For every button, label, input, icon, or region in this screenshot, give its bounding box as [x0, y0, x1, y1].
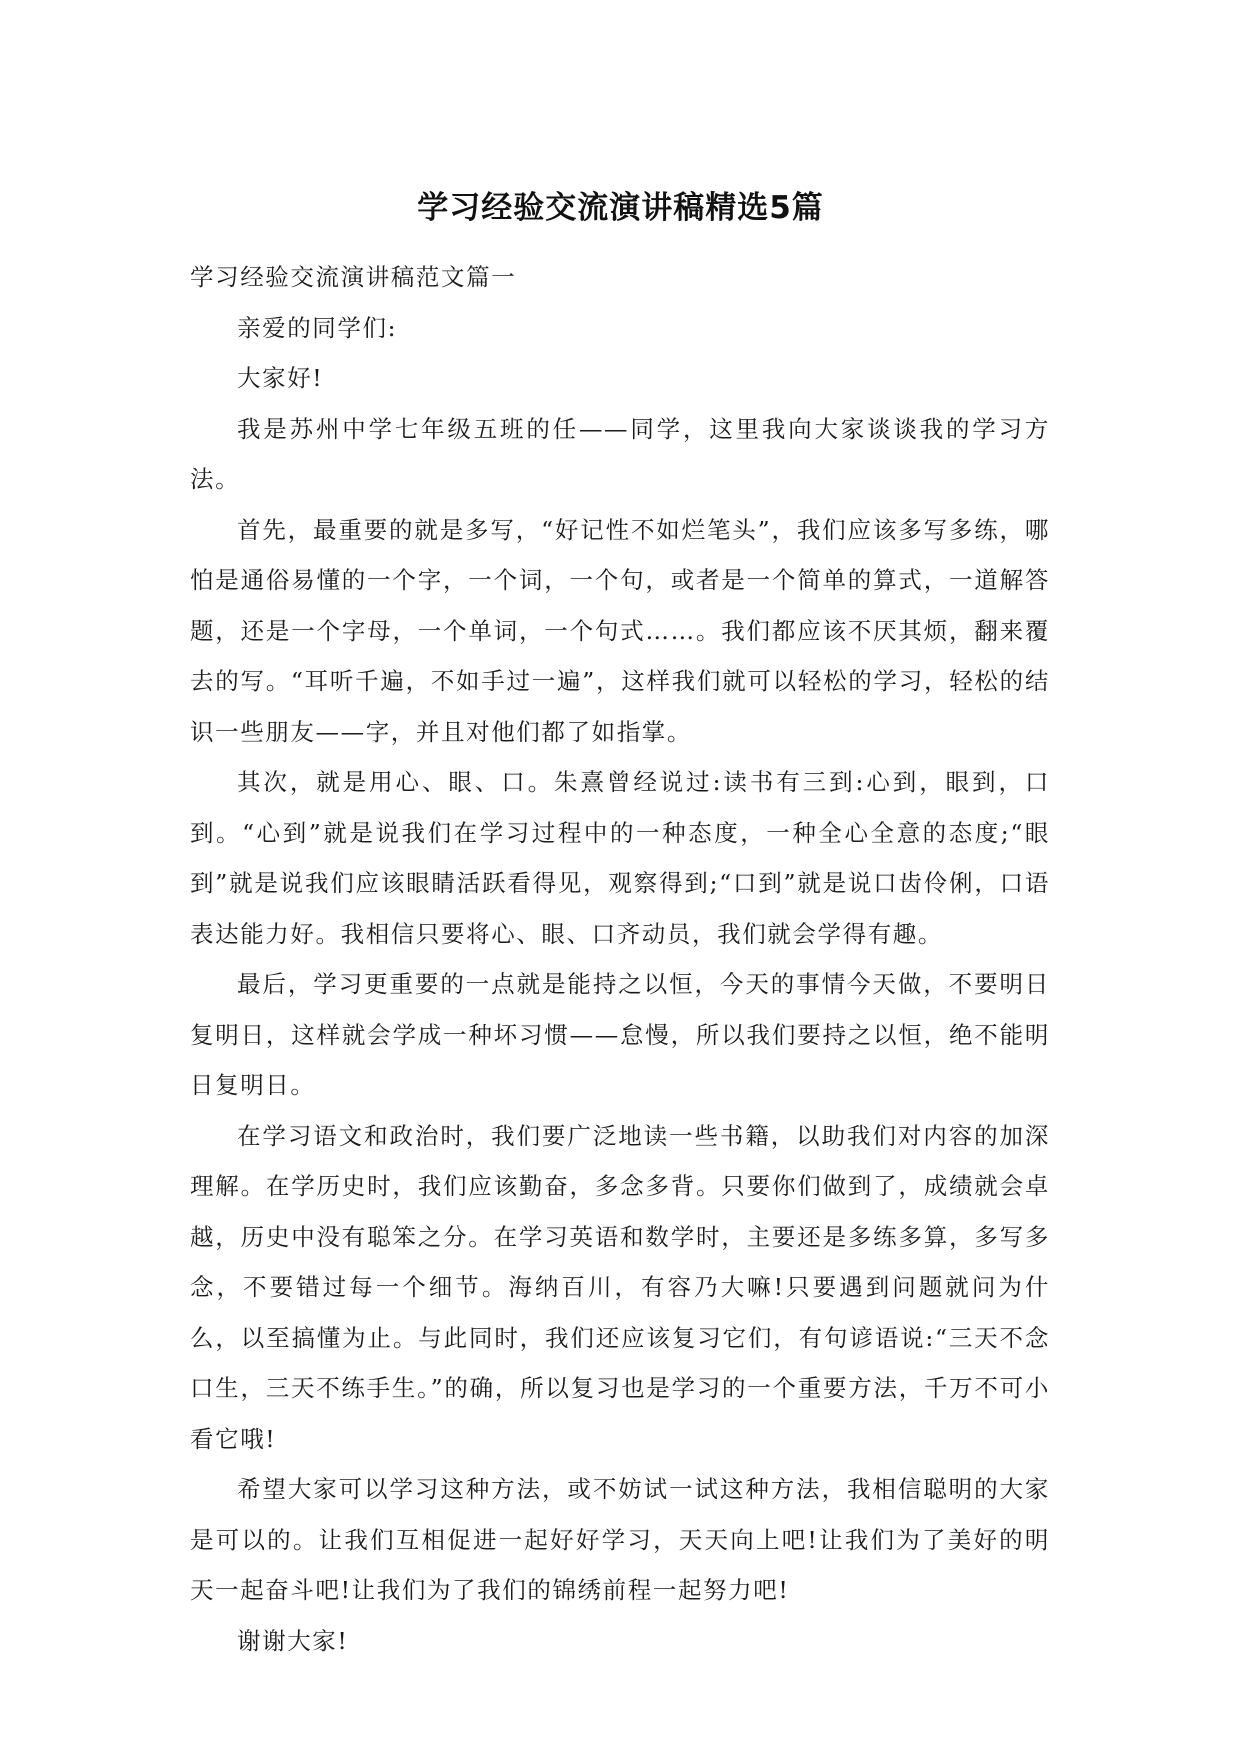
document-body: [190, 252, 1050, 1666]
paragraph-third-point: 最后，学习更重要的一点就是能持之以恒，今天的事情今天做，不要明日复明日，这样就会学成一种坏习惯——怠慢，所以我们要持之以恒，绝不能明日复明日。: [190, 970, 1050, 1099]
paragraph-hello: 大家好!: [237, 364, 324, 392]
paragraph-thanks: 谢谢大家!: [237, 1626, 349, 1655]
document-title: 学习经验交流演讲稿精选5篇: [417, 190, 824, 226]
paragraph-subject-methods: 在学习语文和政治时，我们要广泛地读一些书籍，以助我们对内容的加深理解。在学历史时，我们应该勤奋，多念多背。只要你们做到了，成绩就会卓越，历史中没有聪笨之分。在学习英语和数学时，主要还是多练多算，多写多念，不要错过每一个细节。海纳百川，有容乃大嘛!只要遇到问题就问为什么，以至搞懂为止。与此同时，我们还应该复习它们，有句谚语说:“三天不念口生，三天不练手生。”的确，所以复习也是学习的一个重要方法，千万不可小看它哦!: [190, 1121, 1050, 1453]
paragraph-introduction: 我是苏州中学七年级五班的任——同学，这里我向大家谈谈我的学习方法。: [190, 414, 1050, 493]
paragraph-closing-hope: 希望大家可以学习这种方法，或不妨试一试这种方法，我相信聪明的大家是可以的。让我们互相促进一起好好学习，天天向上吧!让我们为了美好的明天一起奋斗吧!让我们为了我们的锦绣前程一起努力吧!: [190, 1475, 1050, 1604]
paragraph-greeting: 亲爱的同学们:: [237, 313, 398, 342]
paragraph-second-point: 其次，就是用心、眼、口。朱熹曾经说过:读书有三到:心到，眼到，口到。“心到”就是说我们在学习过程中的一种态度，一种全心全意的态度;“眼到”就是说我们应该眼睛活跃看得见，观察得到;“口到”就是说口齿伶俐，口语表达能力好。我相信只要将心、眼、口齐动员，我们就会学得有趣。: [190, 768, 1050, 948]
section-subtitle: 学习经验交流演讲稿范文篇一: [190, 263, 517, 291]
paragraph-first-point: 首先，最重要的就是多写，“好记性不如烂笔头”，我们应该多写多练，哪怕是通俗易懂的一个字，一个词，一个句，或者是一个简单的算式，一道解答题，还是一个字母，一个单词，一个句式……。我们都应该不厌其烦，翻来覆去的写。“耳听千遍，不如手过一遍”，这样我们就可以轻松的学习，轻松的结识一些朋友——字，并且对他们都了如指掌。: [190, 515, 1050, 746]
